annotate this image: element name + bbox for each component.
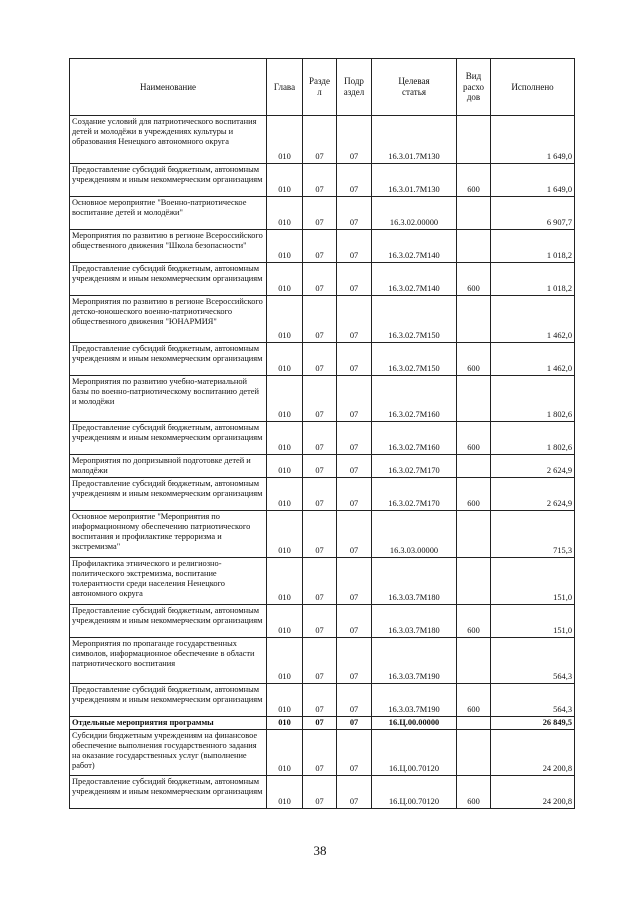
row-name-cell: Предоставление субсидий бюджетным, автономным учреждениям и иным некоммерческим организациям: [70, 775, 267, 808]
row-target-cell: 16.3.02.7М160: [372, 376, 457, 422]
row-podrazdel-cell: 07: [337, 637, 372, 683]
row-glava-cell: 010: [267, 455, 303, 478]
table-row: [70, 376, 575, 422]
row-razdel-cell: 07: [303, 510, 337, 557]
row-name-cell: Мероприятия по развитию учебно-материальной базы по военно-патриотическому воспитанию детей и молодёжи: [70, 376, 267, 422]
table-row: [70, 683, 575, 716]
table-header-row: [70, 59, 575, 116]
row-podrazdel-cell: 07: [337, 557, 372, 604]
row-amount-cell: 1 462,0: [491, 343, 575, 376]
table-row: [70, 604, 575, 637]
row-target-cell: 16.Ц.00.70120: [372, 775, 457, 808]
row-razdel-cell: 07: [303, 263, 337, 296]
row-podrazdel-cell: 07: [337, 510, 372, 557]
row-podrazdel-cell: 07: [337, 716, 372, 729]
row-glava-cell: 010: [267, 510, 303, 557]
row-amount-cell: 1 018,2: [491, 263, 575, 296]
row-razdel-cell: 07: [303, 296, 337, 343]
row-amount-cell: 564,3: [491, 683, 575, 716]
row-amount-cell: 26 849,5: [491, 716, 575, 729]
row-vid-cell: [457, 455, 491, 478]
row-amount-cell: 1 462,0: [491, 296, 575, 343]
row-amount-cell: 1 018,2: [491, 230, 575, 263]
row-name-cell: Предоставление субсидий бюджетным, автономным учреждениям и иным некоммерческим организациям: [70, 343, 267, 376]
row-name-cell: Мероприятия по развитию в регионе Всероссийского детско-юношеского военно-патриотического общественного движения "ЮНАРМИЯ": [70, 296, 267, 343]
table-row: [70, 557, 575, 604]
row-target-cell: 16.3.01.7М130: [372, 116, 457, 164]
row-name-cell: Предоставление субсидий бюджетным, автономным учреждениям и иным некоммерческим организациям: [70, 263, 267, 296]
row-glava-cell: 010: [267, 197, 303, 230]
row-vid-cell: 600: [457, 477, 491, 510]
row-podrazdel-cell: 07: [337, 343, 372, 376]
row-name-cell: Создание условий для патриотического воспитания детей и молодёжи в учреждениях культуры и образования Ненецкого автономного округа: [70, 116, 267, 164]
row-vid-cell: 600: [457, 683, 491, 716]
row-vid-cell: [457, 376, 491, 422]
row-amount-cell: 564,3: [491, 637, 575, 683]
row-podrazdel-cell: 07: [337, 263, 372, 296]
table-row: [70, 263, 575, 296]
row-vid-cell: 600: [457, 164, 491, 197]
row-podrazdel-cell: 07: [337, 230, 372, 263]
row-razdel-cell: 07: [303, 455, 337, 478]
row-target-cell: 16.3.03.7М180: [372, 604, 457, 637]
row-glava-cell: 010: [267, 296, 303, 343]
row-amount-cell: 24 200,8: [491, 729, 575, 775]
row-razdel-cell: 07: [303, 683, 337, 716]
table-row: [70, 197, 575, 230]
row-glava-cell: 010: [267, 263, 303, 296]
row-glava-cell: 010: [267, 637, 303, 683]
row-razdel-cell: 07: [303, 716, 337, 729]
row-razdel-cell: 07: [303, 116, 337, 164]
row-glava-cell: 010: [267, 230, 303, 263]
row-razdel-cell: 07: [303, 775, 337, 808]
row-target-cell: 16.3.02.7М140: [372, 230, 457, 263]
row-glava-cell: 010: [267, 557, 303, 604]
row-podrazdel-cell: 07: [337, 164, 372, 197]
table-row: [70, 116, 575, 164]
row-vid-cell: [457, 230, 491, 263]
header-executed: Исполнено: [491, 59, 575, 116]
table-row: [70, 455, 575, 478]
row-name-cell: Мероприятия по пропаганде государственных символов, информационное обеспечение в области патриотического воспитания: [70, 637, 267, 683]
row-name-cell: Предоставление субсидий бюджетным, автономным учреждениям и иным некоммерческим организациям: [70, 683, 267, 716]
row-glava-cell: 010: [267, 164, 303, 197]
row-glava-cell: 010: [267, 775, 303, 808]
row-name-cell: Предоставление субсидий бюджетным, автономным учреждениям и иным некоммерческим организациям: [70, 477, 267, 510]
row-podrazdel-cell: 07: [337, 683, 372, 716]
row-name-cell: Основное мероприятие "Мероприятия по информационному обеспечению патриотического воспитания и профилактике терроризма и экстремизма": [70, 510, 267, 557]
page-number: 38: [313, 843, 327, 858]
table-row: [70, 477, 575, 510]
row-glava-cell: 010: [267, 422, 303, 455]
row-name-cell: Предоставление субсидий бюджетным, автономным учреждениям и иным некоммерческим организациям: [70, 604, 267, 637]
row-amount-cell: 6 907,7: [491, 197, 575, 230]
header-name: Наименование: [70, 59, 267, 116]
row-razdel-cell: 07: [303, 637, 337, 683]
row-glava-cell: 010: [267, 116, 303, 164]
row-podrazdel-cell: 07: [337, 477, 372, 510]
row-target-cell: 16.3.02.7М170: [372, 455, 457, 478]
row-vid-cell: [457, 116, 491, 164]
row-target-cell: 16.3.03.7М190: [372, 637, 457, 683]
row-amount-cell: 1 802,6: [491, 376, 575, 422]
table-row: [70, 422, 575, 455]
row-vid-cell: [457, 510, 491, 557]
row-vid-cell: [457, 197, 491, 230]
row-target-cell: 16.3.01.7М130: [372, 164, 457, 197]
row-vid-cell: [457, 729, 491, 775]
row-glava-cell: 010: [267, 683, 303, 716]
row-razdel-cell: 07: [303, 343, 337, 376]
row-name-cell: Основное мероприятие "Военно-патриотическое воспитание детей и молодёжи": [70, 197, 267, 230]
header-razdel: Разде л: [303, 59, 337, 116]
row-name-cell: Мероприятия по развитию в регионе Всероссийского общественного движения "Школа безопасности": [70, 230, 267, 263]
row-podrazdel-cell: 07: [337, 604, 372, 637]
row-amount-cell: 2 624,9: [491, 455, 575, 478]
row-target-cell: 16.Ц.00.00000: [372, 716, 457, 729]
row-amount-cell: 151,0: [491, 604, 575, 637]
row-name-cell: Предоставление субсидий бюджетным, автономным учреждениям и иным некоммерческим организациям: [70, 164, 267, 197]
row-amount-cell: 715,3: [491, 510, 575, 557]
header-glava: Глава: [267, 59, 303, 116]
table-row: [70, 296, 575, 343]
row-glava-cell: 010: [267, 376, 303, 422]
budget-table: [69, 58, 575, 809]
table-row: [70, 230, 575, 263]
row-name-cell: Мероприятия по допризывной подготовке детей и молодёжи: [70, 455, 267, 478]
row-razdel-cell: 07: [303, 376, 337, 422]
row-vid-cell: 600: [457, 343, 491, 376]
row-amount-cell: 151,0: [491, 557, 575, 604]
row-razdel-cell: 07: [303, 422, 337, 455]
header-podrazdel: Подр аздел: [337, 59, 372, 116]
row-razdel-cell: 07: [303, 604, 337, 637]
row-glava-cell: 010: [267, 477, 303, 510]
row-podrazdel-cell: 07: [337, 422, 372, 455]
row-vid-cell: [457, 716, 491, 729]
row-razdel-cell: 07: [303, 164, 337, 197]
table-row: [70, 164, 575, 197]
row-target-cell: 16.3.02.7М140: [372, 263, 457, 296]
row-amount-cell: 2 624,9: [491, 477, 575, 510]
row-amount-cell: 1 649,0: [491, 116, 575, 164]
table-row: [70, 716, 575, 729]
row-vid-cell: [457, 637, 491, 683]
row-vid-cell: [457, 557, 491, 604]
row-target-cell: 16.3.03.00000: [372, 510, 457, 557]
row-razdel-cell: 07: [303, 557, 337, 604]
row-amount-cell: 1 802,6: [491, 422, 575, 455]
row-target-cell: 16.3.02.00000: [372, 197, 457, 230]
row-podrazdel-cell: 07: [337, 296, 372, 343]
row-podrazdel-cell: 07: [337, 729, 372, 775]
row-amount-cell: 1 649,0: [491, 164, 575, 197]
row-target-cell: 16.3.03.7М180: [372, 557, 457, 604]
row-vid-cell: 600: [457, 604, 491, 637]
row-name-cell: Профилактика этнического и религиозно-политического экстремизма, воспитание толерантности среди населения Ненецкого автономного округа: [70, 557, 267, 604]
row-target-cell: 16.3.02.7М150: [372, 296, 457, 343]
row-target-cell: 16.3.02.7М170: [372, 477, 457, 510]
row-name-cell: Субсидии бюджетным учреждениям на финансовое обеспечение выполнения государственного задания на оказание государственных услуг (выполнение работ): [70, 729, 267, 775]
row-razdel-cell: 07: [303, 729, 337, 775]
row-vid-cell: [457, 296, 491, 343]
row-razdel-cell: 07: [303, 230, 337, 263]
row-podrazdel-cell: 07: [337, 376, 372, 422]
row-vid-cell: 600: [457, 263, 491, 296]
row-vid-cell: 600: [457, 422, 491, 455]
table-row: [70, 637, 575, 683]
row-target-cell: 16.3.02.7М160: [372, 422, 457, 455]
row-razdel-cell: 07: [303, 477, 337, 510]
header-target: Целевая статья: [372, 59, 457, 116]
row-target-cell: 16.Ц.00.70120: [372, 729, 457, 775]
row-podrazdel-cell: 07: [337, 455, 372, 478]
table-row: [70, 775, 575, 808]
row-name-cell: Предоставление субсидий бюджетным, автономным учреждениям и иным некоммерческим организациям: [70, 422, 267, 455]
table-row: [70, 510, 575, 557]
row-glava-cell: 010: [267, 604, 303, 637]
header-vid: Вид расхо дов: [457, 59, 491, 116]
row-target-cell: 16.3.02.7М150: [372, 343, 457, 376]
row-glava-cell: 010: [267, 716, 303, 729]
row-name-cell: Отдельные мероприятия программы: [70, 716, 267, 729]
row-podrazdel-cell: 07: [337, 775, 372, 808]
row-podrazdel-cell: 07: [337, 197, 372, 230]
table-row: [70, 729, 575, 775]
row-amount-cell: 24 200,8: [491, 775, 575, 808]
table-row: [70, 343, 575, 376]
row-target-cell: 16.3.03.7М190: [372, 683, 457, 716]
row-vid-cell: 600: [457, 775, 491, 808]
row-podrazdel-cell: 07: [337, 116, 372, 164]
row-glava-cell: 010: [267, 729, 303, 775]
row-glava-cell: 010: [267, 343, 303, 376]
row-razdel-cell: 07: [303, 197, 337, 230]
